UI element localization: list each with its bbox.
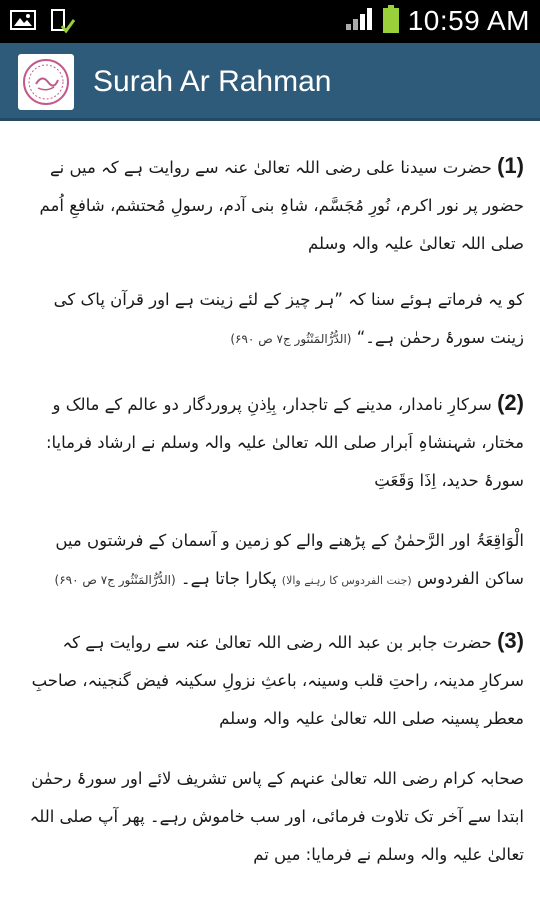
signal-icon — [344, 6, 374, 36]
content-scroll[interactable] — [0, 121, 540, 900]
paragraph-text: حضرت سیدنا علی رضی اللہ تعالیٰ عنہ سے روایت ہے کہ میں نے حضور پر نور اکرم، نُورِ مُجَسَّم، شاہِ بنی آدم، رسولِ مُحتشم، شافعِ اُمم صلی اللہ تعالیٰ علیہ والہ وسلم — [39, 158, 524, 253]
paragraph-text: سرکارِ نامدار، مدینے کے تاجدار، بِاِذنِ پروردگار دو عالم کے مالک و مختار، شہنشاہِ اَبرار صلی اللہ تعالیٰ علیہ والہ وسلم نے ارشاد فرمایا: سورۂ حدید، اِذَا وَقَعَتِ — [45, 395, 524, 490]
note-text: (جنت الفردوس کا رہنے والا) — [281, 574, 412, 587]
paragraph-tail: پکارا جاتا ہے۔ — [180, 569, 277, 588]
status-right — [344, 4, 530, 38]
paragraph-4 — [0, 522, 540, 600]
usb-debug-icon — [48, 8, 76, 40]
gallery-icon — [10, 8, 36, 40]
status-time: 10:59 AM — [407, 5, 530, 36]
paragraph-text: صحابہ کرام رضی اللہ تعالیٰ عنہم کے پاس تشریف لائے اور سورۂ رحمٰن ابتدا سے آخر تک تلاوت فرمائی، اور سب خاموش رہے۔ پھر آپ صلی اللہ تعالیٰ علیہ والہ وسلم نے فرمایا: میں تم — [29, 769, 524, 864]
status-left-icons — [10, 8, 76, 40]
reference-text: (الدُّرُّالمَنْثُور ج۷ ص ۶۹۰) — [230, 332, 352, 346]
reference-text: (الدُّرُّالمَنْثُور ج۷ ص ۶۹۰) — [54, 573, 176, 587]
paragraph-6 — [0, 760, 540, 874]
paragraph-3 — [0, 384, 540, 500]
app-bar — [0, 43, 540, 121]
paragraph-number: (1) — [497, 153, 524, 178]
paragraph-1 — [0, 147, 540, 263]
app-title: Surah Ar Rahman — [93, 65, 332, 98]
calligraphy-logo-icon[interactable] — [18, 54, 74, 110]
paragraph-text: کو یہ فرماتے ہوئے سنا کہ ”ہر چیز کے لئے زینت ہے اور قرآن پاک کی زینت سورۂ رحمٰن ہے۔“ — [53, 290, 524, 347]
paragraph-text: الْوَاقِعَۃُ اور الرَّحمٰنُ کے پڑھنے والے کو زمین و آسمان کے فرشتوں میں ساکن الفردوس — [55, 531, 524, 588]
paragraph-5 — [0, 622, 540, 738]
paragraph-2 — [0, 281, 540, 358]
paragraph-number: (3) — [497, 628, 524, 653]
status-bar — [0, 0, 540, 43]
paragraph-number: (2) — [497, 390, 524, 415]
paragraph-text: حضرت جابر بن عبد اللہ رضی اللہ تعالیٰ عنہ سے روایت ہے کہ سرکارِ مدینہ، راحتِ قلب وسینہ، باعثِ نزولِ سکینہ فیض گنجینہ، صاحبِ معطر پسینہ صلی اللہ تعالیٰ علیہ والہ وسلم — [31, 633, 524, 728]
battery-icon — [382, 4, 400, 38]
